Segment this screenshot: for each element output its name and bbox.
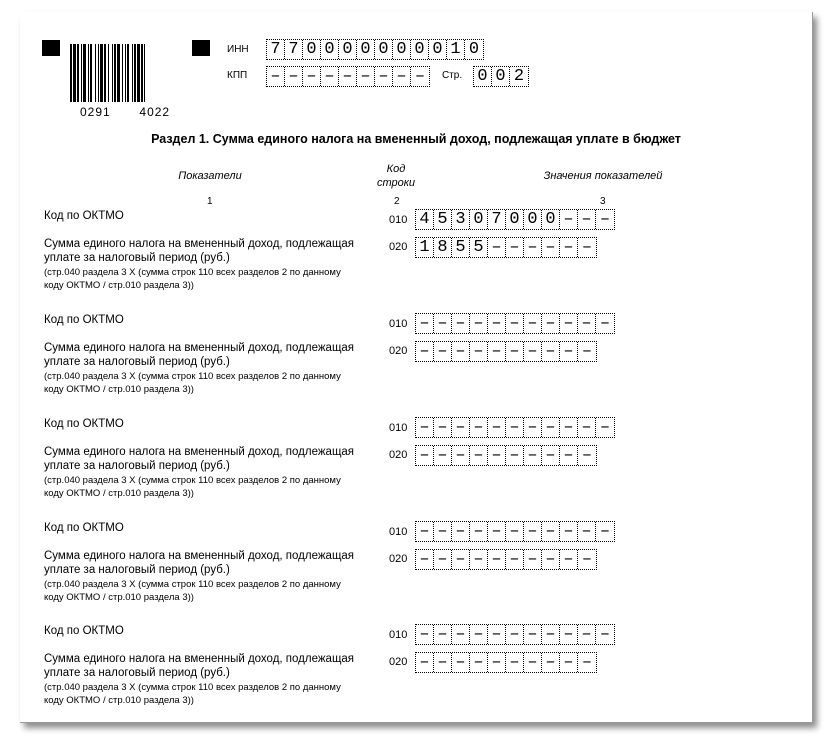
digit-cell[interactable]: –: [434, 522, 452, 541]
tax-amount-note-line2: коду ОКТМО / стр.010 раздела 3)): [44, 384, 194, 395]
column-header-values: Значения показателей: [543, 170, 663, 182]
barcode-number-part-2: 4022: [139, 105, 171, 119]
digit-cell[interactable]: 0: [411, 40, 429, 59]
digit-cell[interactable]: –: [452, 314, 470, 333]
oktmo-field[interactable]: [415, 624, 615, 645]
digit-cell[interactable]: –: [581, 550, 593, 569]
oktmo-label: Код по ОКТМО: [44, 625, 124, 637]
digit-cell[interactable]: –: [599, 522, 611, 541]
digit-cell[interactable]: –: [470, 522, 488, 541]
digit-cell[interactable]: –: [452, 418, 470, 437]
column-number-1: 1: [207, 196, 213, 207]
digit-cell[interactable]: –: [524, 625, 542, 644]
digit-cell[interactable]: 0: [339, 40, 357, 59]
barcode-bar: [100, 44, 103, 102]
digit-cell[interactable]: –: [581, 653, 593, 672]
tax-amount-label-line2: уплате за налоговый период (руб.): [44, 667, 230, 679]
oktmo-line-code: 010: [389, 629, 408, 641]
oktmo-label: Код по ОКТМО: [44, 418, 124, 430]
oktmo-line-code: 010: [389, 318, 408, 330]
digit-cell[interactable]: 3: [452, 210, 470, 229]
digit-cell[interactable]: 5: [452, 238, 470, 257]
tax-line-code: 020: [389, 656, 408, 668]
barcode-bar: [112, 44, 113, 102]
digit-cell[interactable]: –: [599, 625, 611, 644]
tax-amount-note-line1: (стр.040 раздела 3 Х (сумма строк 110 всех разделов 2 по данному: [44, 267, 341, 278]
form-page: [20, 12, 813, 723]
digit-cell[interactable]: –: [560, 653, 578, 672]
tax-line-code: 020: [389, 553, 408, 565]
digit-cell[interactable]: 0: [393, 40, 411, 59]
digit-cell[interactable]: –: [578, 210, 596, 229]
digit-cell[interactable]: –: [267, 67, 285, 86]
digit-cell[interactable]: –: [560, 418, 578, 437]
column-header-code: [366, 162, 426, 190]
digit-cell[interactable]: –: [470, 625, 488, 644]
digit-cell[interactable]: –: [560, 314, 578, 333]
oktmo-field[interactable]: [415, 417, 615, 438]
digit-cell[interactable]: –: [434, 342, 452, 361]
barcode-bar: [83, 44, 86, 102]
page-number-field[interactable]: [473, 66, 529, 87]
tax-amount-note-line1: (стр.040 раздела 3 Х (сумма строк 110 всех разделов 2 по данному: [44, 371, 341, 382]
inn-field[interactable]: [266, 39, 484, 60]
tax-amount-note-line1: (стр.040 раздела 3 Х (сумма строк 110 всех разделов 2 по данному: [44, 682, 341, 693]
digit-cell[interactable]: –: [542, 653, 560, 672]
digit-cell[interactable]: –: [452, 653, 470, 672]
barcode-bar: [98, 44, 99, 102]
digit-cell[interactable]: –: [393, 67, 411, 86]
tax-amount-field[interactable]: [415, 549, 597, 570]
digit-cell[interactable]: –: [542, 446, 560, 465]
tax-amount-label-line1: Сумма единого налога на вмененный доход, подлежащая: [44, 653, 355, 665]
digit-cell[interactable]: –: [506, 446, 524, 465]
tax-amount-note-line2: коду ОКТМО / стр.010 раздела 3)): [44, 592, 194, 603]
corner-marker-left: [42, 40, 60, 56]
column-header-code-line2: строки: [376, 177, 416, 189]
oktmo-line-code: 010: [389, 214, 408, 226]
digit-cell[interactable]: –: [470, 446, 488, 465]
column-number-3: 3: [600, 196, 606, 207]
barcode-number: [80, 105, 170, 119]
oktmo-field[interactable]: [415, 313, 615, 334]
tax-line-code: 020: [389, 449, 408, 461]
digit-cell[interactable]: 7: [267, 40, 285, 59]
digit-cell[interactable]: –: [488, 522, 506, 541]
tax-amount-field[interactable]: [415, 237, 597, 258]
digit-cell[interactable]: –: [488, 446, 506, 465]
digit-cell[interactable]: –: [560, 550, 578, 569]
digit-cell[interactable]: 0: [468, 40, 480, 59]
digit-cell[interactable]: 0: [429, 40, 447, 59]
digit-cell[interactable]: 0: [375, 40, 393, 59]
digit-cell[interactable]: –: [488, 625, 506, 644]
corner-marker-right: [192, 40, 210, 56]
tax-line-code: 020: [389, 345, 408, 357]
digit-cell[interactable]: –: [524, 446, 542, 465]
digit-cell[interactable]: 1: [447, 40, 465, 59]
barcode-bar: [141, 44, 143, 102]
digit-cell[interactable]: –: [506, 625, 524, 644]
barcode-bar: [137, 44, 140, 102]
digit-cell[interactable]: –: [542, 418, 560, 437]
digit-cell[interactable]: –: [581, 342, 593, 361]
digit-cell[interactable]: –: [560, 446, 578, 465]
digit-cell[interactable]: –: [599, 418, 611, 437]
digit-cell[interactable]: –: [506, 238, 524, 257]
barcode-bar: [88, 44, 89, 102]
barcode-bar: [108, 44, 109, 102]
barcode-bar: [95, 44, 96, 102]
oktmo-field[interactable]: [415, 209, 615, 230]
barcode-bar: [73, 44, 76, 102]
digit-cell[interactable]: –: [488, 342, 506, 361]
kpp-label: КПП: [227, 70, 248, 81]
digit-cell[interactable]: –: [470, 314, 488, 333]
digit-cell[interactable]: –: [506, 342, 524, 361]
digit-cell[interactable]: –: [452, 522, 470, 541]
tax-amount-label-line1: Сумма единого налога на вмененный доход, подлежащая: [44, 446, 355, 458]
barcode-bar: [90, 44, 92, 102]
digit-cell[interactable]: 4: [416, 210, 434, 229]
digit-cell[interactable]: –: [542, 342, 560, 361]
digit-cell[interactable]: 0: [357, 40, 375, 59]
barcode-bar: [114, 44, 116, 102]
digit-cell[interactable]: –: [506, 653, 524, 672]
digit-cell[interactable]: –: [470, 342, 488, 361]
barcode-bar: [117, 44, 120, 102]
digit-cell[interactable]: –: [599, 210, 611, 229]
barcode-bar: [134, 44, 136, 102]
page-label: Стр.: [442, 70, 463, 81]
digit-cell[interactable]: 0: [492, 67, 510, 86]
digit-cell[interactable]: –: [542, 238, 560, 257]
digit-cell[interactable]: –: [524, 314, 542, 333]
digit-cell[interactable]: –: [560, 238, 578, 257]
digit-cell[interactable]: –: [599, 314, 611, 333]
barcode-bar: [132, 44, 133, 102]
column-header-indicators: Показатели: [178, 170, 242, 182]
oktmo-line-code: 010: [389, 526, 408, 538]
digit-cell[interactable]: –: [357, 67, 375, 86]
barcode-bar: [122, 44, 123, 102]
digit-cell[interactable]: –: [452, 342, 470, 361]
digit-cell[interactable]: –: [434, 446, 452, 465]
digit-cell[interactable]: –: [560, 210, 578, 229]
section-title: Раздел 1. Сумма единого налога на вмененный доход, подлежащая уплате в бюджет: [151, 132, 681, 146]
digit-cell[interactable]: 8: [434, 238, 452, 257]
digit-cell[interactable]: –: [285, 67, 303, 86]
tax-amount-note-line2: коду ОКТМО / стр.010 раздела 3)): [44, 488, 194, 499]
inn-label: ИНН: [227, 44, 249, 55]
digit-cell[interactable]: –: [470, 418, 488, 437]
digit-cell[interactable]: –: [506, 522, 524, 541]
tax-amount-note-line2: коду ОКТМО / стр.010 раздела 3)): [44, 280, 194, 291]
barcode-bar: [70, 44, 72, 102]
digit-cell[interactable]: –: [578, 522, 596, 541]
digit-cell[interactable]: –: [339, 67, 357, 86]
digit-cell[interactable]: 1: [416, 238, 434, 257]
digit-cell[interactable]: –: [578, 625, 596, 644]
digit-cell[interactable]: –: [506, 550, 524, 569]
digit-cell[interactable]: –: [542, 522, 560, 541]
digit-cell[interactable]: –: [452, 550, 470, 569]
digit-cell[interactable]: –: [488, 418, 506, 437]
digit-cell[interactable]: –: [524, 522, 542, 541]
digit-cell[interactable]: –: [488, 238, 506, 257]
digit-cell[interactable]: 0: [321, 40, 339, 59]
digit-cell[interactable]: 7: [285, 40, 303, 59]
digit-cell[interactable]: –: [560, 342, 578, 361]
digit-cell[interactable]: –: [416, 625, 434, 644]
digit-cell[interactable]: –: [524, 550, 542, 569]
tax-amount-field[interactable]: [415, 445, 597, 466]
tax-amount-label-line2: уплате за налоговый период (руб.): [44, 460, 230, 472]
digit-cell[interactable]: –: [524, 653, 542, 672]
digit-cell[interactable]: –: [488, 653, 506, 672]
digit-cell[interactable]: –: [375, 67, 393, 86]
digit-cell[interactable]: –: [542, 550, 560, 569]
barcode-bar: [125, 44, 126, 102]
digit-cell[interactable]: –: [542, 625, 560, 644]
digit-cell[interactable]: –: [452, 446, 470, 465]
digit-cell[interactable]: –: [488, 314, 506, 333]
digit-cell[interactable]: –: [434, 653, 452, 672]
digit-cell[interactable]: –: [416, 653, 434, 672]
digit-cell[interactable]: –: [470, 653, 488, 672]
digit-cell[interactable]: 0: [506, 210, 524, 229]
digit-cell[interactable]: 2: [513, 67, 525, 86]
digit-cell[interactable]: 0: [470, 210, 488, 229]
digit-cell[interactable]: 5: [434, 210, 452, 229]
digit-cell[interactable]: –: [416, 418, 434, 437]
digit-cell[interactable]: –: [416, 446, 434, 465]
tax-amount-label-line2: уплате за налоговый период (руб.): [44, 356, 230, 368]
tax-amount-field[interactable]: [415, 341, 597, 362]
digit-cell[interactable]: –: [416, 342, 434, 361]
digit-cell[interactable]: 0: [542, 210, 560, 229]
barcode-image: [70, 44, 174, 102]
digit-cell[interactable]: –: [452, 625, 470, 644]
digit-cell[interactable]: –: [578, 418, 596, 437]
oktmo-line-code: 010: [389, 422, 408, 434]
oktmo-label: Код по ОКТМО: [44, 210, 124, 222]
digit-cell[interactable]: –: [578, 314, 596, 333]
column-header-code-line1: Код: [386, 163, 406, 175]
barcode-bar: [127, 44, 129, 102]
digit-cell[interactable]: –: [560, 522, 578, 541]
digit-cell[interactable]: –: [416, 550, 434, 569]
digit-cell[interactable]: –: [506, 418, 524, 437]
digit-cell[interactable]: –: [506, 314, 524, 333]
digit-cell[interactable]: 0: [303, 40, 321, 59]
barcode-bar: [104, 44, 106, 102]
digit-cell[interactable]: –: [581, 238, 593, 257]
digit-cell[interactable]: 5: [470, 238, 488, 257]
digit-cell[interactable]: –: [416, 522, 434, 541]
digit-cell[interactable]: –: [416, 314, 434, 333]
digit-cell[interactable]: –: [524, 238, 542, 257]
column-number-2: 2: [394, 196, 400, 207]
barcode-bar: [144, 44, 145, 102]
tax-amount-label-line1: Сумма единого налога на вмененный доход, подлежащая: [44, 342, 355, 354]
digit-cell[interactable]: 0: [524, 210, 542, 229]
tax-amount-note-line1: (стр.040 раздела 3 Х (сумма строк 110 всех разделов 2 по данному: [44, 475, 341, 486]
digit-cell[interactable]: –: [434, 418, 452, 437]
digit-cell[interactable]: 0: [474, 67, 492, 86]
digit-cell[interactable]: –: [560, 625, 578, 644]
tax-amount-note-line2: коду ОКТМО / стр.010 раздела 3)): [44, 695, 194, 706]
tax-amount-label-line1: Сумма единого налога на вмененный доход, подлежащая: [44, 550, 355, 562]
barcode-bar: [81, 44, 82, 102]
tax-amount-label-line1: Сумма единого налога на вмененный доход, подлежащая: [44, 238, 355, 250]
digit-cell[interactable]: –: [581, 446, 593, 465]
digit-cell[interactable]: –: [524, 342, 542, 361]
digit-cell[interactable]: –: [434, 314, 452, 333]
digit-cell[interactable]: –: [470, 550, 488, 569]
kpp-field[interactable]: [266, 66, 430, 87]
oktmo-field[interactable]: [415, 521, 615, 542]
tax-line-code: 020: [389, 241, 408, 253]
tax-amount-note-line1: (стр.040 раздела 3 Х (сумма строк 110 всех разделов 2 по данному: [44, 579, 341, 590]
digit-cell[interactable]: –: [488, 550, 506, 569]
oktmo-label: Код по ОКТМО: [44, 314, 124, 326]
digit-cell[interactable]: –: [303, 67, 321, 86]
digit-cell[interactable]: –: [414, 67, 426, 86]
digit-cell[interactable]: –: [542, 314, 560, 333]
digit-cell[interactable]: –: [434, 625, 452, 644]
digit-cell[interactable]: –: [321, 67, 339, 86]
oktmo-label: Код по ОКТМО: [44, 522, 124, 534]
digit-cell[interactable]: –: [524, 418, 542, 437]
tax-amount-label-line2: уплате за налоговый период (руб.): [44, 252, 230, 264]
digit-cell[interactable]: 7: [488, 210, 506, 229]
tax-amount-field[interactable]: [415, 652, 597, 673]
barcode-number-part-1: 0291: [80, 105, 111, 119]
tax-amount-label-line2: уплате за налоговый период (руб.): [44, 564, 230, 576]
barcode-bar: [77, 44, 79, 102]
digit-cell[interactable]: –: [434, 550, 452, 569]
